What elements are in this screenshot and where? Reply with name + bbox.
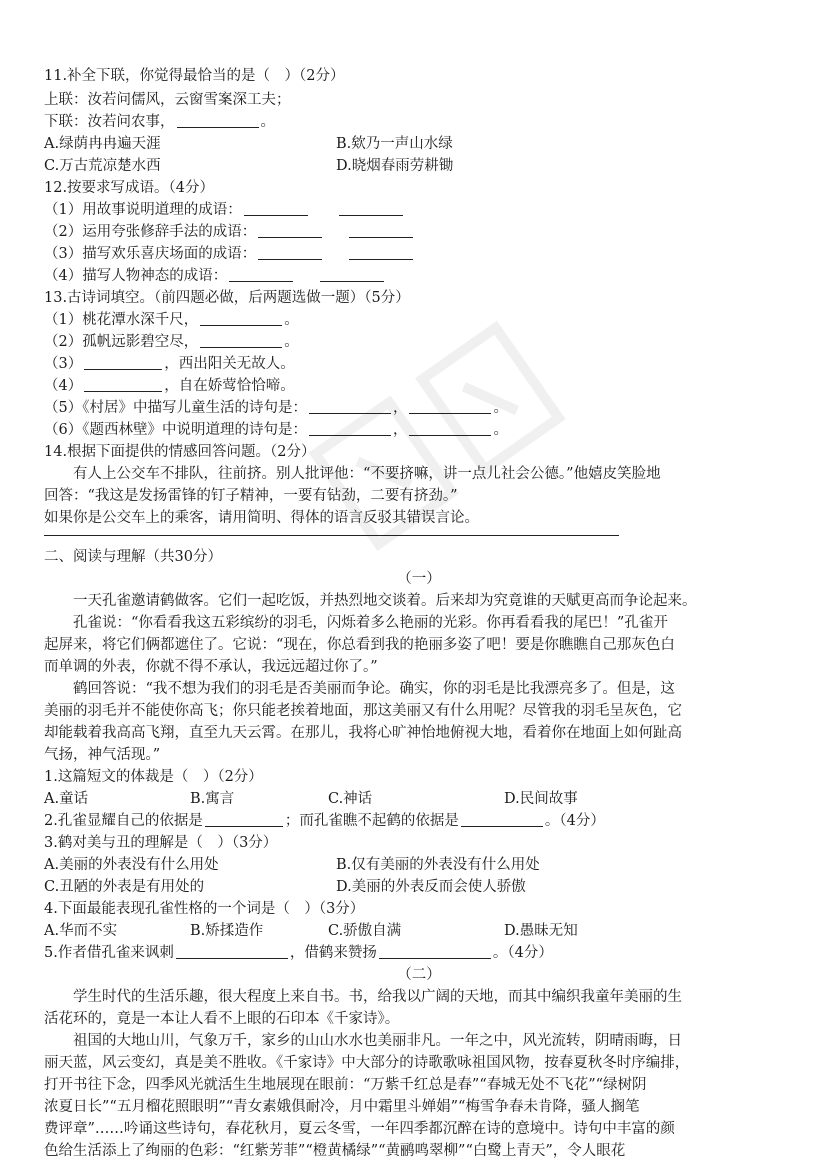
passage-2-line: 色给生活添上了绚丽的色彩：“红紫芳菲”“橙黄橘绿”“黄鹂鸣翠柳”“白鹭上青天”，令人眼花 [44, 1143, 626, 1159]
q11-option-d: D.晓烟春雨劳耕锄 [336, 158, 454, 174]
answer-blank[interactable] [409, 398, 491, 414]
answer-blank[interactable] [379, 943, 491, 959]
q13-item-label: （1）桃花潭水深千尺， [44, 312, 199, 328]
q12-title: 12.按要求写成语。（4分） [44, 180, 215, 196]
p1q1-option-b: B.寓言 [190, 791, 235, 807]
p1q3-title: 3.鹤对美与丑的理解是（ ）（3分） [44, 835, 278, 851]
q13-period: 。 [284, 312, 299, 328]
passage-1-line: 却能载着我高高飞翔，直至九天云霄。在那儿，我将心旷神怡地俯视大地，看着你在地面上如何趾高 [44, 725, 682, 741]
p1q5-mid: ，借鹤来赞扬 [289, 945, 377, 961]
p1q1-option-c: C.神话 [328, 791, 373, 807]
p1q2-suffix: 。（4分） [544, 813, 605, 829]
passage-2-line: 学生时代的生活乐趣，很大程度上来自书。书，给我以广阔的天地，而其中编织我童年美丽的生 [73, 989, 682, 1005]
p1q2-prefix: 2.孔雀显耀自己的依据是 [44, 813, 203, 829]
answer-blank[interactable] [200, 332, 282, 348]
q11-title: 11.补全下联，你觉得最恰当的是（ ）（2分） [44, 68, 345, 84]
p1q4-option-d: D.愚昧无知 [504, 923, 578, 939]
section-heading: 二、阅读与理解（共30分） [44, 549, 222, 565]
q13-item-2 [44, 331, 794, 353]
passage-2-heading: （二） [397, 967, 441, 983]
p1q3-options-row2 [44, 876, 794, 898]
exam-page [44, 64, 794, 1162]
q13-item-1 [44, 309, 794, 331]
passage-2-line: 祖国的大地山川，气象万千，家乡的山山水水也美丽非凡。一年之中，风光流转，阴晴雨晦，日 [73, 1033, 682, 1049]
q12-item-label: （4）描写人物神态的成语： [44, 268, 228, 284]
p1q2-mid: ；而孔雀瞧不起鹤的依据是 [284, 813, 459, 829]
answer-blank[interactable] [339, 200, 403, 216]
q11-lower-couplet [44, 111, 794, 133]
q13-item-label: （4） [44, 378, 83, 394]
q14-title: 14.根据下面提供的情感回答问题。（2分） [44, 444, 316, 460]
p1q5-suffix: 。（4分） [492, 945, 553, 961]
q11-option-a: A.绿荫冉冉遍天涯 [44, 136, 161, 152]
q13-item-label: （5）《村居》中描写儿童生活的诗句是： [44, 400, 307, 416]
q11-lower-suffix: 。 [260, 114, 275, 130]
p1q3-option-a: A.美丽的外表没有什么用处 [44, 857, 219, 873]
q11-options-row1 [44, 133, 794, 155]
passage-1-line: 鹤回答说：“我不想为我们的羽毛是否美丽而争论。确实，你的羽毛是比我漂亮多了。但是，这 [73, 681, 675, 697]
p1q3-option-c: C.丑陋的外表是有用处的 [44, 879, 205, 895]
p1q1-option-d: D.民间故事 [504, 791, 578, 807]
answer-blank[interactable] [176, 943, 288, 959]
p1q4-option-a: A.华而不实 [44, 923, 118, 939]
answer-blank[interactable] [320, 266, 384, 282]
q13-period: 。 [493, 422, 508, 438]
q12-item [44, 243, 794, 265]
passage-1-line: 气扬，神气活现。” [44, 747, 161, 763]
answer-blank[interactable] [84, 376, 162, 392]
q12-item [44, 221, 794, 243]
answer-blank[interactable] [244, 200, 308, 216]
q11-options-row2 [44, 155, 794, 177]
q12-item-label: （2）运用夸张修辞手法的成语： [44, 224, 257, 240]
answer-blank[interactable] [84, 354, 162, 370]
passage-1-line: 孔雀说：“你看看我这五彩缤纷的羽毛，闪烁着多么艳丽的光彩。你再看看我的尾巴！”孔雀开 [73, 615, 668, 631]
p1q1-option-a: A.童话 [44, 791, 89, 807]
p1q4-title: 4.下面最能表现孔雀性格的一个词是（ ）（3分） [44, 901, 365, 917]
passage-1-line: 美丽的羽毛并不能使你高飞；你只能老挨着地面，那这美丽又有什么用呢？尽管我的羽毛呈灰色，它 [44, 703, 682, 719]
q13-item-label: （6）《题西林壁》中说明道理的诗句是： [44, 422, 307, 438]
q13-item-6 [44, 419, 794, 441]
q13-item-4 [44, 375, 794, 397]
passage-2-line: 活花环的，竟是一本让人看不上眼的石印本《千家诗》。 [44, 1011, 400, 1027]
p1q1-options [44, 788, 794, 810]
q11-option-c: C.万古荒凉楚水西 [44, 158, 161, 174]
answer-blank[interactable] [229, 266, 293, 282]
answer-blank[interactable] [309, 398, 391, 414]
p1q4-option-c: C.骄傲自满 [328, 923, 402, 939]
q11-lower-prefix: 下联：汝若问农事， [44, 114, 175, 130]
q12-item [44, 199, 794, 221]
answer-blank[interactable] [309, 420, 391, 436]
p1q3-option-b: B.仅有美丽的外表没有什么用处 [336, 857, 540, 873]
q13-period: 。 [493, 400, 508, 416]
q13-item-5 [44, 397, 794, 419]
q12-item-label: （1）用故事说明道理的成语： [44, 202, 242, 218]
answer-blank[interactable] [409, 420, 491, 436]
q13-item-suffix: ，西出阳关无故人。 [164, 356, 295, 372]
p1q1-title: 1.这篇短文的体裁是（ ）（2分） [44, 769, 263, 785]
answer-blank[interactable] [258, 222, 322, 238]
passage-2-line: 丽天蓝，风云变幻，真是美不胜收。《千家诗》中大部分的诗歌歌咏祖国风物，按春夏秋冬时序编排， [44, 1055, 690, 1071]
answer-blank[interactable] [258, 244, 322, 260]
p1q4-option-b: B.矫揉造作 [190, 923, 264, 939]
answer-blank[interactable] [349, 222, 413, 238]
q14-passage-line: 回答：“我这是发扬雷锋的钉子精神，一要有钻劲，二要有挤劲。” [44, 488, 458, 504]
p1q5 [44, 942, 794, 964]
q14-answer-line[interactable] [44, 535, 619, 536]
answer-blank[interactable] [461, 811, 543, 827]
answer-blank[interactable] [349, 244, 413, 260]
q13-item-3 [44, 353, 794, 375]
q13-item-label: （2）孤帆远影碧空尽， [44, 334, 199, 350]
passage-2-line: 费评章”……吟诵这些诗句，春花秋月，夏云冬雪，一年四季都沉醉在诗的意境中。诗句中丰富的颜 [44, 1121, 675, 1137]
q13-comma: ， [392, 400, 408, 416]
q11-option-b: B.欸乃一声山水绿 [336, 136, 453, 152]
passage-2-line: 打开书往下念，四季风光就活生生地展现在眼前：“万紫千红总是春”“春城无处不飞花”“绿树阴 [44, 1077, 647, 1093]
passage-2-line: 浓夏日长”“五月榴花照眼明”“青女素娥俱耐冷，月中霜里斗婵娟”“梅雪争春未肯降，骚人搁笔 [44, 1099, 640, 1115]
passage-1-line: 起屏来，将它们俩都遮住了。它说：“现在，你总看到我的艳丽多姿了吧！要是你瞧瞧自己那灰色白 [44, 637, 675, 653]
q13-title: 13.古诗词填空。（前四题必做，后两题选做一题）（5分） [44, 290, 410, 306]
p1q3-options-row1 [44, 854, 794, 876]
p1q5-prefix: 5.作者借孔雀来讽刺 [44, 945, 174, 961]
q14-passage-line: 有人上公交车不排队，往前挤。别人批评他：“不要挤嘛，讲一点儿社会公德。”他嬉皮笑脸地 [73, 466, 661, 482]
answer-blank[interactable] [200, 310, 282, 326]
p1q3-option-d: D.美丽的外表反而会使人骄傲 [336, 879, 526, 895]
answer-blank[interactable] [177, 112, 259, 128]
answer-blank[interactable] [205, 811, 283, 827]
q12-item [44, 265, 794, 287]
q13-item-label: （3） [44, 356, 83, 372]
q11-upper-couplet: 上联：汝若问儒风，云窗雪案深工夫； [44, 92, 291, 108]
q12-item-label: （3）描写欢乐喜庆场面的成语： [44, 246, 257, 262]
p1q2 [44, 810, 794, 832]
passage-1-line: 而单调的外表，你就不得不承认，我远远超过你了。” [44, 659, 378, 675]
p1q4-options [44, 920, 794, 942]
q13-comma: ， [392, 422, 408, 438]
passage-1-line: 一天孔雀邀请鹤做客。它们一起吃饭，并热烈地交谈着。后来却为究竟谁的天赋更高而争论起来。 [73, 593, 697, 609]
q13-item-suffix: ，自在娇莺恰恰啼。 [164, 378, 295, 394]
passage-1-heading: （一） [397, 571, 441, 587]
q14-question: 如果你是公交车上的乘客，请用简明、得体的语言反驳其错误言论。 [44, 510, 479, 526]
q13-period: 。 [284, 334, 299, 350]
